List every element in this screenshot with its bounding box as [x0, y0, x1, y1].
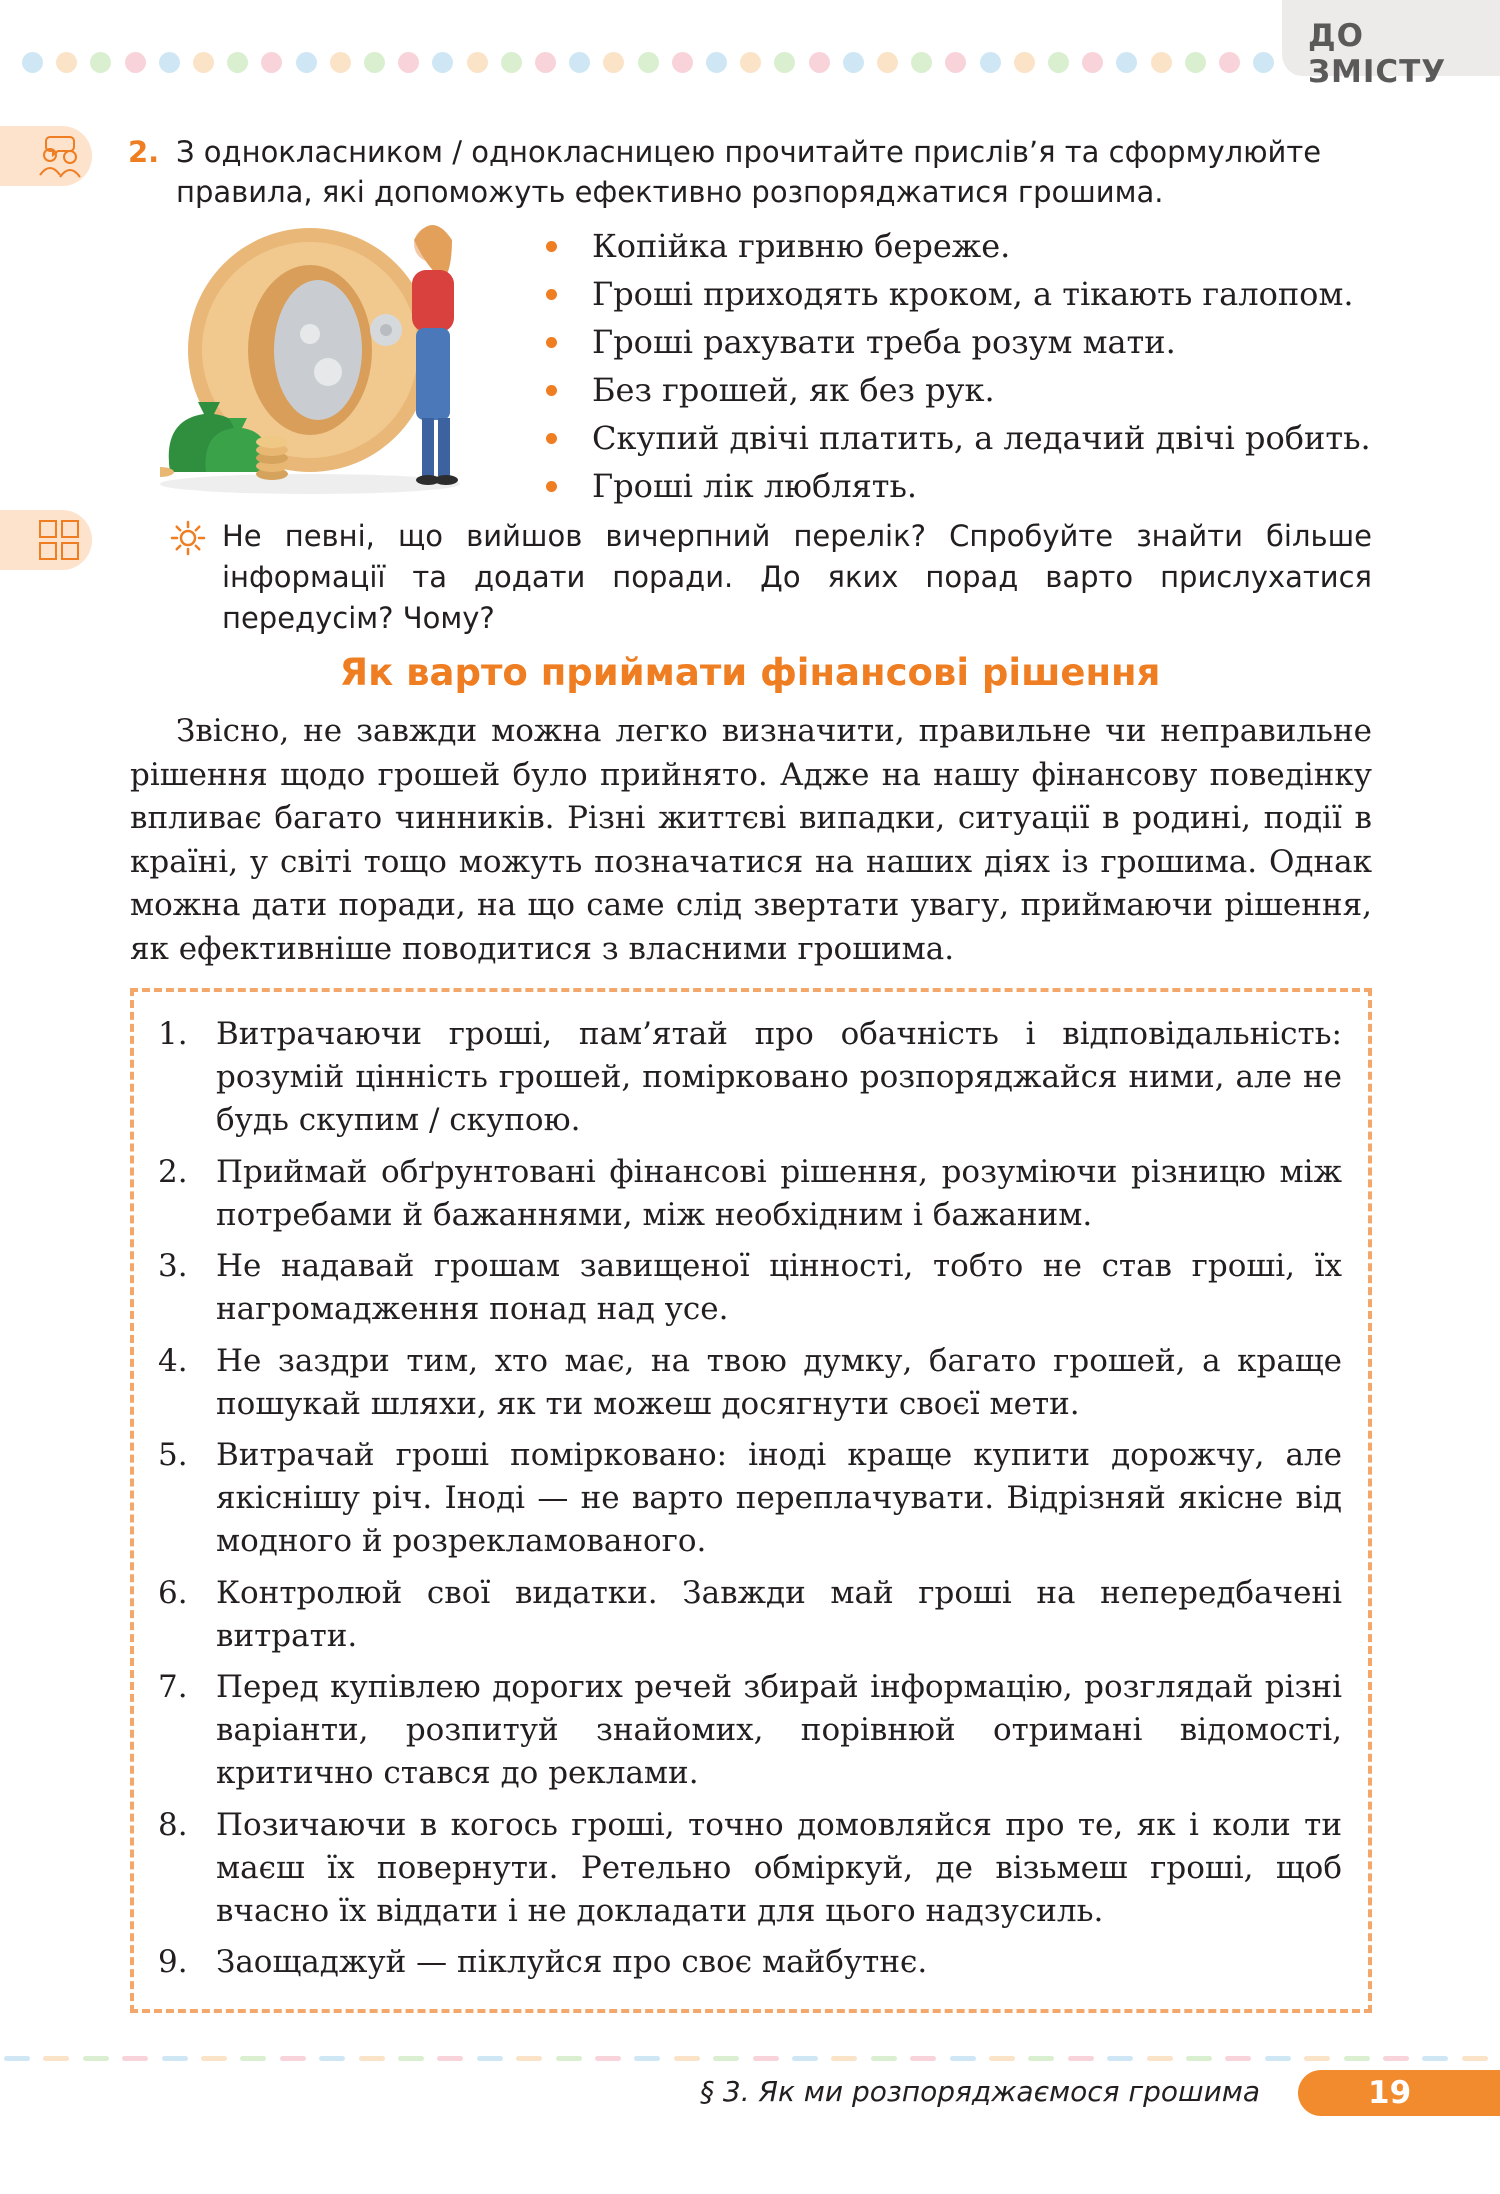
decorative-dot — [296, 52, 317, 73]
decorative-dash — [83, 2056, 109, 2061]
toc-label: ДО ЗМІСТУ — [1308, 18, 1447, 90]
sun-icon — [170, 520, 206, 556]
table-of-contents-link[interactable] — [1280, 0, 1500, 90]
decorative-dot — [1048, 52, 1069, 73]
decorative-dot — [603, 52, 624, 73]
decorative-dot — [330, 52, 351, 73]
rule-number: 3. — [158, 1248, 188, 1284]
proverb-item: Гроші рахувати треба розум мати. — [540, 318, 1371, 366]
decorative-dot — [398, 52, 419, 73]
decorative-dash — [162, 2056, 188, 2061]
decorative-dash — [1304, 2056, 1330, 2061]
rule-item — [156, 1434, 1342, 1563]
decorative-dot-strip — [22, 52, 1312, 74]
page-number: 19 — [1368, 2075, 1412, 2111]
decorative-dot — [911, 52, 932, 73]
decorative-dash — [359, 2056, 385, 2061]
decorative-dot — [672, 52, 693, 73]
rule-text: Витрачаючи гроші, пам’ятай про обачність і відповідальність: розумій цінність грошей, помірковано розпоряджайся ними, але не будь скупим / скупою. — [216, 1016, 1342, 1138]
decorative-dash — [910, 2056, 936, 2061]
decorative-dash — [792, 2056, 818, 2061]
decorative-dash — [477, 2056, 503, 2061]
decorative-dash — [319, 2056, 345, 2061]
rules-list — [156, 1013, 1342, 1993]
decorative-dot — [809, 52, 830, 73]
rule-item — [156, 1340, 1342, 1426]
rule-text: Перед купівлею дорогих речей збирай інформацію, розглядай різні варіанти, розпитуй знайомих, порівнюй отримані відомості, критично стався до реклами. — [216, 1669, 1342, 1791]
rule-number: 8. — [158, 1806, 188, 1843]
decorative-dash — [240, 2056, 266, 2061]
research-icon — [0, 510, 92, 570]
decorative-dot — [432, 52, 453, 73]
decorative-dash — [1462, 2056, 1488, 2061]
decorative-dot — [159, 52, 180, 73]
decorative-dash — [674, 2056, 700, 2061]
decorative-dash — [595, 2056, 621, 2061]
decorative-dash — [43, 2056, 69, 2061]
proverb-item: Без грошей, як без рук. — [540, 366, 1371, 414]
decorative-dash — [871, 2056, 897, 2061]
decorative-dot — [90, 52, 111, 73]
rule-item — [156, 1804, 1342, 1933]
decorative-dash — [122, 2056, 148, 2061]
decorative-dash — [1225, 2056, 1251, 2061]
decorative-dot — [843, 52, 864, 73]
safe-illustration — [160, 222, 505, 497]
decorative-dot — [501, 52, 522, 73]
rule-number: 6. — [158, 1574, 188, 1611]
decorative-dash — [634, 2056, 660, 2061]
decorative-dot — [1185, 52, 1206, 73]
decorative-dot — [706, 52, 727, 73]
decorative-dash-strip — [0, 2056, 1500, 2062]
rule-text: Позичаючи в когось гроші, точно домовляйся про те, як і коли ти маєш їх повернути. Ретельно обміркуй, де візьмеш гроші, щоб вчасно їх віддати і не докладати для цього надзусиль. — [216, 1806, 1342, 1929]
decorative-dash — [1186, 2056, 1212, 2061]
task-number: 2. — [128, 135, 160, 169]
decorative-dash — [1028, 2056, 1054, 2061]
decorative-dash — [1383, 2056, 1409, 2061]
decorative-dot — [980, 52, 1001, 73]
section-title: Як варто приймати фінансові рішення — [339, 651, 1161, 694]
decorative-dash — [4, 2056, 30, 2061]
decorative-dot — [364, 52, 385, 73]
decorative-dot — [261, 52, 282, 73]
decorative-dash — [1147, 2056, 1173, 2061]
rule-item — [156, 1151, 1342, 1237]
decorative-dot — [22, 52, 43, 73]
decorative-dot — [1082, 52, 1103, 73]
decorative-dash — [989, 2056, 1015, 2061]
chapter-title: § 3. Як ми розпоряджаємося грошима — [700, 2075, 1261, 2108]
rule-number: 2. — [158, 1153, 188, 1190]
decorative-dot — [1151, 52, 1172, 73]
decorative-dot — [56, 52, 77, 73]
decorative-dash — [516, 2056, 542, 2061]
decorative-dot — [740, 52, 761, 73]
rule-number: 7. — [158, 1669, 188, 1705]
decorative-dot — [638, 52, 659, 73]
decorative-dash — [280, 2056, 306, 2061]
decorative-dash — [950, 2056, 976, 2061]
rule-item — [156, 1666, 1342, 1795]
body-paragraph: Звісно, не завжди можна легко визначити, правильне чи неправильне рішення щодо грошей було прийнято. Адже на нашу фінансову поведінку впливає багато чинників. Різні життєві випадки, ситуації в родині, події в країні, у світі тощо можуть позначатися на наших діях із грошима. Однак можна дати поради, на що саме слід звертати увагу, приймаючи рішення, як ефективніше поводитися з власними грошима. — [130, 713, 1372, 967]
decorative-dot — [193, 52, 214, 73]
proverb-item: Скупий двічі платить, а ледачий двічі робить. — [540, 414, 1371, 462]
decorative-dash — [556, 2056, 582, 2061]
decorative-dot — [1014, 52, 1035, 73]
decorative-dash — [1422, 2056, 1448, 2061]
rule-number: 9. — [158, 1944, 188, 1980]
rule-number: 4. — [158, 1342, 188, 1379]
decorative-dash — [1068, 2056, 1094, 2061]
rule-number: 1. — [158, 1016, 188, 1052]
decorative-dash — [1107, 2056, 1133, 2061]
decorative-dash — [437, 2056, 463, 2061]
rule-text: Заощаджуй — піклуйся про своє майбутнє. — [216, 1944, 928, 1980]
decorative-dash — [753, 2056, 779, 2061]
decorative-dot — [774, 52, 795, 73]
decorative-dot — [227, 52, 248, 73]
decorative-dot — [569, 52, 590, 73]
page-number-badge — [1298, 2070, 1500, 2116]
rule-item — [156, 1572, 1342, 1658]
rule-text: Приймай обґрунтовані фінансові рішення, розуміючи різницю між потребами й бажаннями, між необхідним і бажаним. — [216, 1153, 1342, 1233]
proverb-item: Копійка гривню береже. — [540, 222, 1371, 270]
decorative-dash — [713, 2056, 739, 2061]
proverb-item: Гроші приходять кроком, а тікають галопом. — [540, 270, 1371, 318]
decorative-dash — [201, 2056, 227, 2061]
rule-item — [156, 1013, 1342, 1142]
rule-text: Витрачай гроші помірковано: іноді краще купити дорожчу, але якіснішу річ. Іноді — не варто переплачувати. Відрізняй якісне від модного й розрекламованого. — [216, 1437, 1342, 1559]
decorative-dot — [467, 52, 488, 73]
decorative-dot — [1253, 52, 1274, 73]
proverbs-list — [540, 222, 1371, 510]
rule-text: Не заздри тим, хто має, на твою думку, багато грошей, а краще пошукай шляхи, як ти можеш досягнути своєї мети. — [216, 1342, 1342, 1422]
note-text: Не певні, що вийшов вичерпний перелік? Спробуйте знайти більше інформації та додати поради. До яких порад варто прислухатися передусім? Чому? — [222, 519, 1372, 635]
rule-item — [156, 1245, 1342, 1331]
decorative-dash — [831, 2056, 857, 2061]
decorative-dot — [1116, 52, 1137, 73]
rule-item — [156, 1941, 1342, 1984]
pair-work-icon — [0, 126, 92, 186]
decorative-dot — [125, 52, 146, 73]
decorative-dash — [1344, 2056, 1370, 2061]
decorative-dot — [877, 52, 898, 73]
rule-number: 5. — [158, 1437, 188, 1473]
decorative-dash — [1265, 2056, 1291, 2061]
rule-text: Контролюй свої видатки. Завжди май гроші на непередбачені витрати. — [216, 1574, 1342, 1654]
decorative-dot — [1219, 52, 1240, 73]
rule-text: Не надавай грошам завищеної цінності, тобто не став гроші, їх нагромадження понад над усе. — [216, 1248, 1342, 1327]
decorative-dot — [535, 52, 556, 73]
task-text: З однокласником / однокласницею прочитайте прислів’я та сформулюйте правила, які допоможуть ефективно розпоряджатися грошима. — [176, 135, 1322, 209]
proverb-item: Гроші лік люблять. — [540, 462, 1371, 510]
decorative-dash — [398, 2056, 424, 2061]
decorative-dot — [945, 52, 966, 73]
